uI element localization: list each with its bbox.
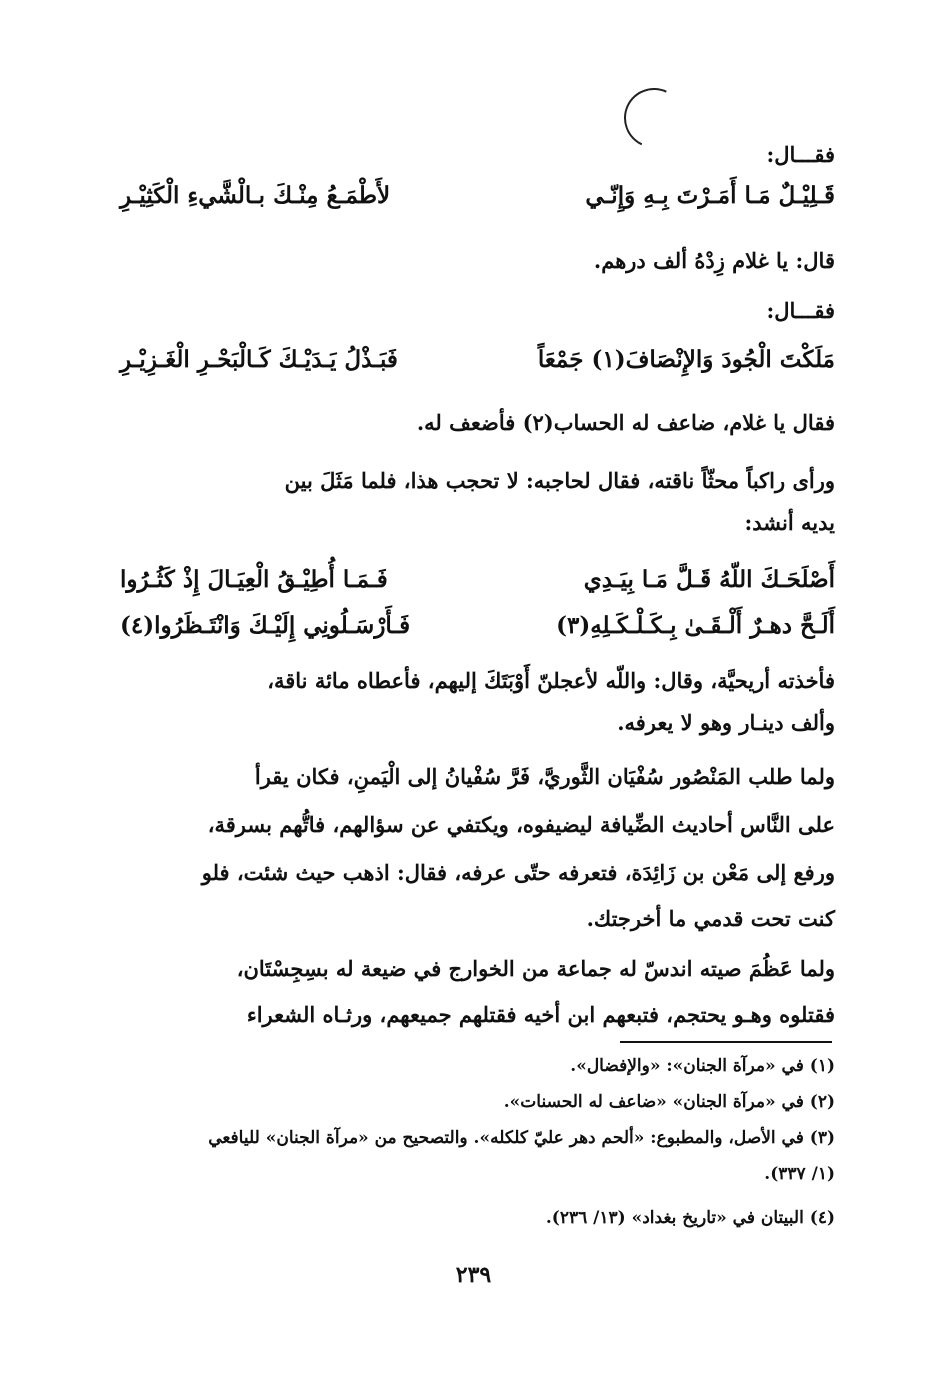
paragraph-line: يديه أنشد:	[744, 510, 835, 535]
verse-hemistich-second: فَـأَرْسَـلُونِي إِلَيْـكَ وَانْتَـظَرُوا(٤)	[120, 612, 411, 639]
paragraph-line: قال: يا غلام زِدْهُ ألف درهم.	[593, 248, 835, 273]
paragraph-line: ولما عَظُمَ صيته اندسّ له جماعة من الخوارج في ضيعة له بسِجِسْتَان،	[236, 956, 835, 981]
footnote: (٤) البيتان في «تاريخ بغداد» (١٣/ ٢٣٦).	[545, 1208, 835, 1228]
speaker-label: فقـــال:	[766, 298, 835, 323]
verse-hemistich-second: فَـمَـا أُطِيْـقُ الْعِيَـالَ إِذْ كَثُـرُوا	[120, 566, 388, 593]
verse-line	[120, 612, 835, 652]
verse-hemistich-first: مَلَكْتَ الْجُودَ وَالإِنْصَافَ(١) جَمْعَاً	[537, 346, 835, 373]
verse-hemistich-second: لأَطْمَـعُ مِنْـكَ بـالْشَّيءِ الْكَثِيْـرِ	[120, 182, 391, 209]
footnote-separator	[620, 1041, 832, 1043]
paragraph-line: ولما طلب المَنْصُور سُفْيَان الثَّوريَّ، فَرَّ سُفْيانُ إلى الْيَمنِ، فكان يقرأ	[254, 764, 835, 789]
paragraph-line: كنت تحت قدمي ما أخرجتك.	[586, 906, 835, 931]
footnote: (١/ ٣٣٧).	[764, 1164, 835, 1184]
footnote: (١) في «مرآة الجنان»: «والإفضال».	[570, 1056, 835, 1076]
verse-line	[120, 182, 835, 222]
verse-hemistich-first: قَـلِيْـلٌ مَـا أَمَـرْتَ بِـهِ وَإِنّـي	[585, 182, 835, 209]
verse-hemistich-first: أَلَـحَّ دهـرٌ أَلْـقَـىٰ بِـكَـلْـكَـلِهِ(٣)	[556, 612, 835, 639]
paragraph-line: فقتلوه وهـو يحتجم، فتبعهم ابن أخيه فقتلهم جميعهم، ورثـاه الشعراء	[246, 1002, 835, 1027]
speaker-label: فقـــال:	[766, 142, 835, 167]
verse-hemistich-second: فَبَـذْلُ يَـدَيْـكَ كَـالْبَحْـرِ الْغَـزِيْـرِ	[120, 346, 398, 373]
page-number: ٢٣٩	[455, 1262, 492, 1288]
verse-line	[120, 566, 835, 606]
paragraph-line: فقال يا غلام، ضاعف له الحساب(٢) فأضعف له.	[416, 410, 835, 435]
paragraph-line: ورأى راكباً محثّاً ناقته، فقال لحاجبه: لا تحجب هذا، فلما مَثَلَ بين	[284, 468, 835, 493]
verse-line	[120, 346, 835, 386]
verse-hemistich-first: أَصْلَحَـكَ اللّهُ قَـلَّ مَـا بِيَـدِي	[583, 566, 835, 593]
paragraph-line: ورفع إلى مَعْن بن زَائِدَة، فتعرفه حتّى عرفه، فقال: اذهب حيث شئت، فلو	[201, 860, 835, 885]
paragraph-line: وألف دينـار وهو لا يعرفه.	[617, 710, 835, 735]
footnote: (٣) في الأصل، والمطبوع: «ألحم دهر عليّ كلكله». والتصحيح من «مرآة الجنان» لليافعي	[208, 1128, 835, 1148]
paragraph-line: على النَّاس أحاديث الضِّيافة ليضيفوه، ويكتفي عن سؤالهم، فاتُّهم بسرقة،	[207, 812, 835, 837]
paragraph-line: فأخذته أريحيَّة، وقال: واللّه لأعجلنّ أَوْبَتَكَ إليهم، فأعطاه مائة ناقة،	[267, 668, 835, 693]
footnote: (٢) في «مرآة الجنان» «ضاعف له الحسنات».	[503, 1092, 835, 1112]
